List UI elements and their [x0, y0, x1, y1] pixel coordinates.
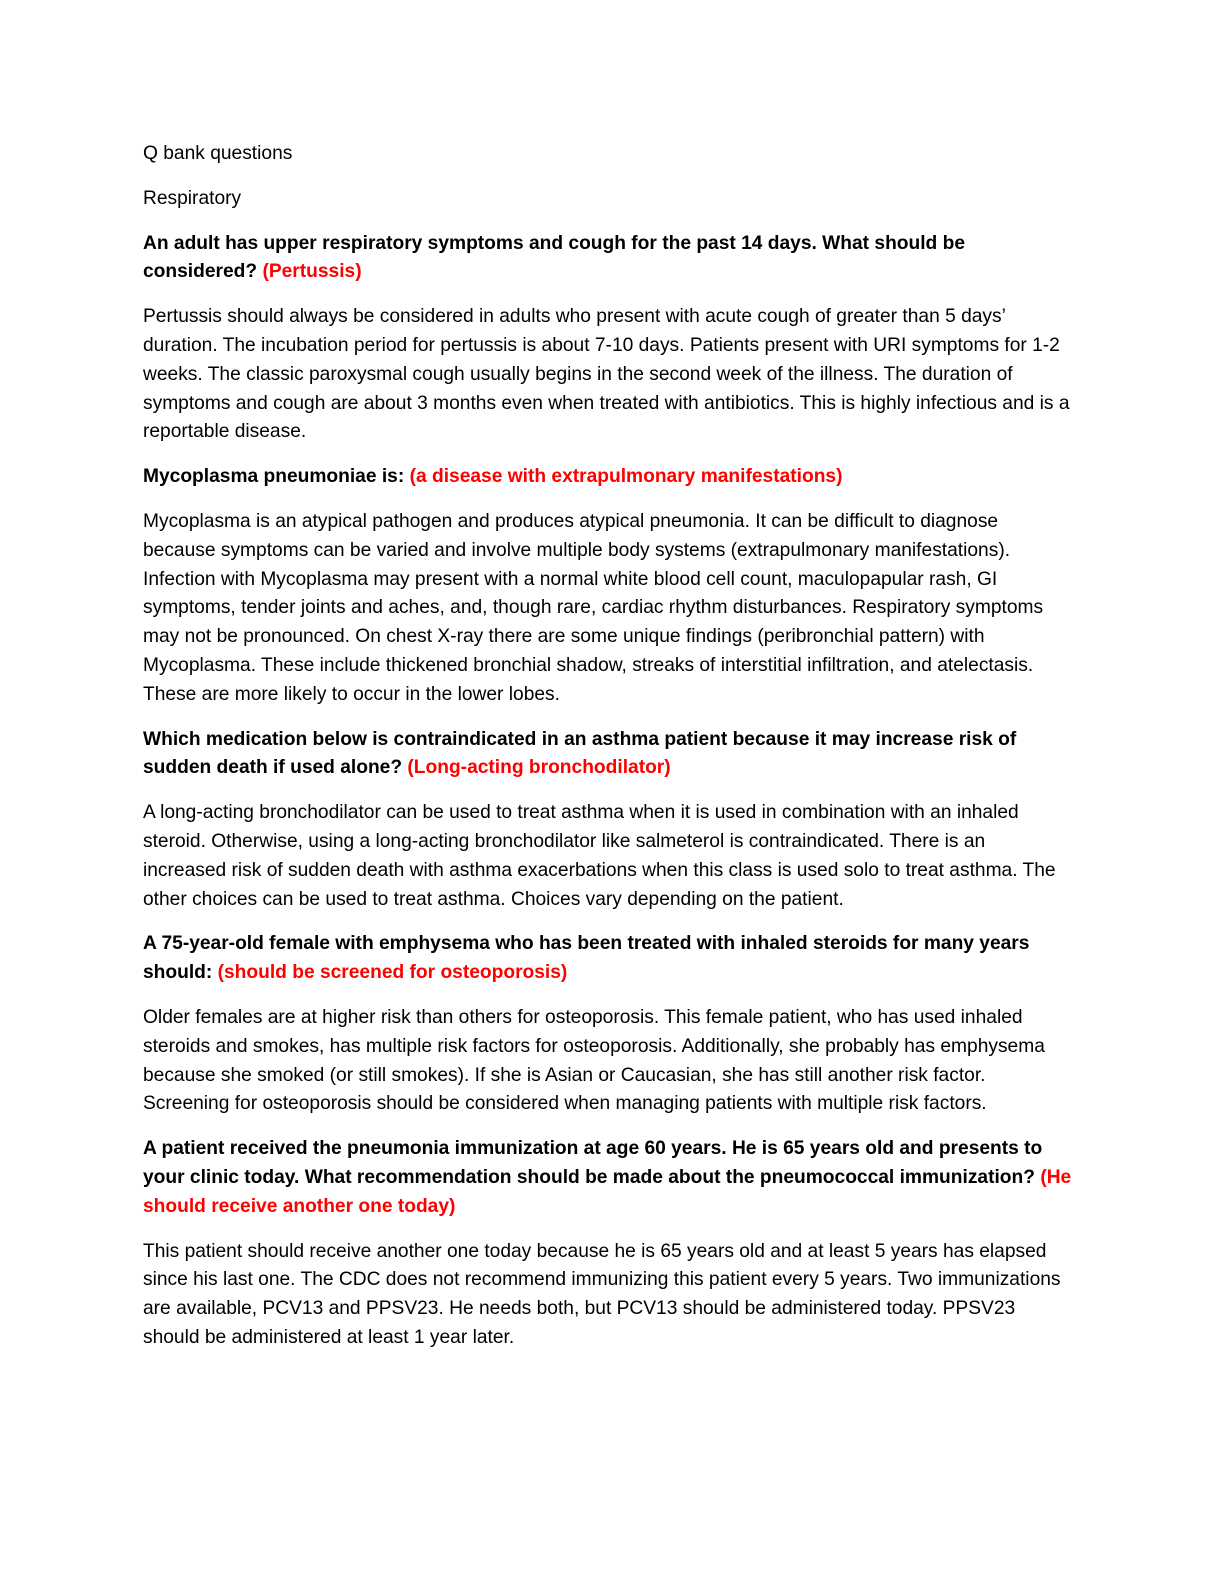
doc-title: Q bank questions: [143, 143, 293, 164]
question-text: Which medication below is contraindicated in an asthma patient because it may increase risk of sudden death if used alone?: [143, 728, 1017, 779]
question-text: Mycoplasma pneumoniae is:: [143, 466, 405, 488]
question-text: A patient received the pneumonia immunization at age 60 years. He is 65 years old and presents to your clinic today. What recommendation should be made about the pneumococcal immunization?: [143, 1138, 1043, 1188]
answer-text: (a disease with extrapulmonary manifestations): [409, 466, 843, 488]
question-text: A 75-year-old female with emphysema who has been treated with inhaled steroids for many years should:: [143, 933, 1030, 984]
question-1: [143, 230, 1073, 288]
explanation-1: Pertussis should always be considered in adults who present with acute cough of greater than 5 days’ duration. The incubation period for pertussis is about 7-10 days. Patients present with URI symptoms for 1-2 weeks. The classic paroxysmal cough usually begins in the second week of the illness. The duration of symptoms and cough are about 3 months even when treated with antibiotics. This is highly infectious and is a reportable disease.: [143, 306, 1070, 443]
question-5: [143, 1135, 1073, 1221]
explanation-4: Older females are at higher risk than others for osteoporosis. This female patient, who has used inhaled steroids and smokes, has multiple risk factors for osteoporosis. Additionally, she probably has emphysema because she smoked (or still smokes). If she is Asian or Caucasian, she has still another risk factor. Screening for osteoporosis should be considered when managing patients with multiple risk factors.: [143, 1006, 1045, 1115]
question-2: [143, 463, 1073, 492]
question-4: [143, 930, 1073, 988]
explanation-5: This patient should receive another one today because he is 65 years old and at least 5 years has elapsed since his last one. The CDC does not recommend immunizing this patient every 5 years. Two immunizations are available, PCV13 and PPSV23. He needs both, but PCV13 should be administered today. PPSV23 should be administered at least 1 year later.: [143, 1240, 1061, 1348]
answer-text: (Pertussis): [262, 261, 362, 283]
question-3: [143, 726, 1073, 784]
section-heading: Respiratory: [143, 187, 242, 209]
answer-text: (should be screened for osteoporosis): [217, 962, 568, 984]
explanation-3: A long-acting bronchodilator can be used to treat asthma when it is used in combination with an inhaled steroid. Otherwise, using a long-acting bronchodilator like salmeterol is contraindicated. There is an increased risk of sudden death with asthma exacerbations when this class is used solo to treat asthma. The other choices can be used to treat asthma. Choices vary depending on the patient.: [143, 802, 1056, 910]
document-page: [143, 140, 1073, 1369]
explanation-2: Mycoplasma is an atypical pathogen and produces atypical pneumonia. It can be difficult to diagnose because symptoms can be varied and involve multiple body systems (extrapulmonary manifestations). Infection with Mycoplasma may present with a normal white blood cell count, maculopapular rash, GI symptoms, tender joints and aches, and, though rare, cardiac rhythm disturbances. Respiratory symptoms may not be pronounced. On chest X-ray there are some unique findings (peribronchial pattern) with Mycoplasma. These include thickened bronchial shadow, streaks of interstitial infiltration, and atelectasis. These are more likely to occur in the lower lobes.: [143, 510, 1044, 705]
answer-text: (Long-acting bronchodilator): [407, 757, 671, 779]
question-text: An adult has upper respiratory symptoms and cough for the past 14 days. What should be considered?: [143, 232, 965, 283]
answer-text: (He should receive another one today): [143, 1166, 1072, 1217]
